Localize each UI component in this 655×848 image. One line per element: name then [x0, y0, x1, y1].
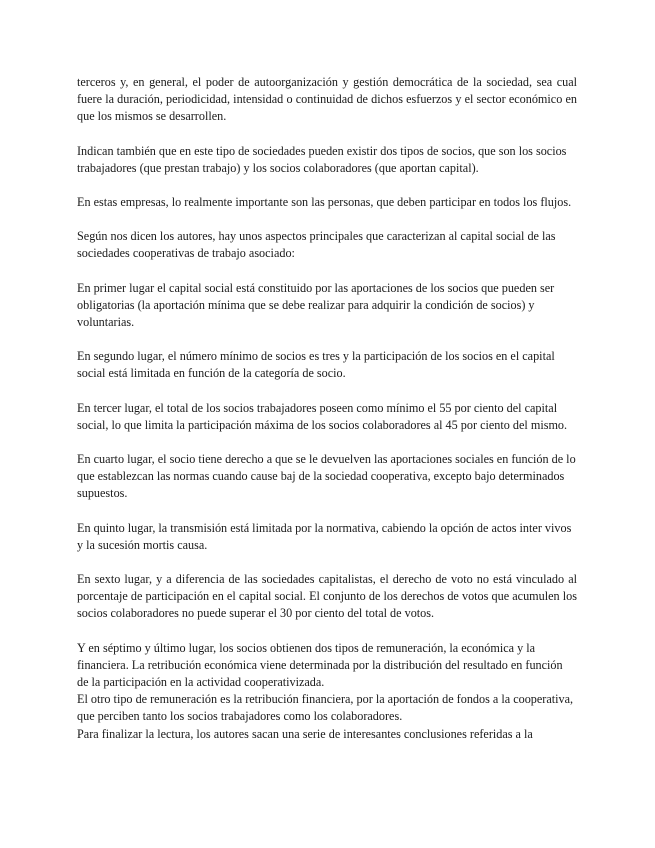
paragraph-main-aspects: Según nos dicen los autores, hay unos aspectos principales que caracterizan al capital social de las sociedades cooperativas de trabajo asociado: [77, 229, 556, 261]
document-body [77, 74, 577, 743]
paragraph-seventh-aspect: Y en séptimo y último lugar, los socios obtienen dos tipos de remuneración, la económica y la financiera. La retribución económica viene determinada por la distribución del resultado en función de la participación en la actividad cooperativizada. [77, 640, 563, 690]
paragraph-financial-remuneration: El otro tipo de remuneración es la retribución financiera, por la aportación de fondos a la cooperativa, que perciben tanto los socios trabajadores como los colaboradores. [77, 692, 574, 724]
paragraph-third-aspect: En tercer lugar, el total de los socios trabajadores poseen como mínimo el 55 por ciento del capital social, lo que limita la participación máxima de los socios colaboradores al 45 por ciento del mismo. [77, 400, 568, 432]
paragraph-conclusions-start: Para finalizar la lectura, los autores sacan una serie de interesantes conclusiones referidas a la [77, 726, 533, 741]
paragraph-fourth-aspect: En cuarto lugar, el socio tiene derecho a que se le devuelven las aportaciones sociales en función de lo que establezcan las normas cuando cause baj de la sociedad cooperativa, excepto bajo determinados supuestos. [77, 452, 576, 501]
paragraph-types-of-members: Indican también que en este tipo de sociedades pueden existir dos tipos de socios, que son los socios trabajadores (que prestan trabajo) y los socios colaboradores (que aportan capital). [77, 143, 567, 175]
paragraph-first-aspect: En primer lugar el capital social está constituido por las aportaciones de los socios que pueden ser obligatorias (la aportación mínima que se debe realizar para adquirir la condición de socios) y voluntarias. [77, 280, 555, 330]
paragraph-second-aspect: En segundo lugar, el número mínimo de socios es tres y la participación de los socios en el capital social está limitada en función de la categoría de socio. [77, 349, 555, 381]
paragraph-sixth-aspect: En sexto lugar, y a diferencia de las sociedades capitalistas, el derecho de voto no está vinculado al porcentaje de participación en el capital social. El conjunto de los derechos de votos que acumulen los socios colaboradores no puede superar el 30 por ciento del total de votos. [77, 572, 577, 621]
paragraph-people-importance: En estas empresas, lo realmente importante son las personas, que deben participar en todos los flujos. [77, 195, 572, 210]
paragraph-fifth-aspect: En quinto lugar, la transmisión está limitada por la normativa, cabiendo la opción de actos inter vivos y la sucesión mortis causa. [77, 520, 572, 552]
paragraph-intro-continuation: terceros y, en general, el poder de autoorganización y gestión democrática de la sociedad, sea cual fuere la duración, periodicidad, intensidad o continuidad de dichos esfuerzos y el sector económico en que los mismos se desarrollen. [77, 75, 577, 124]
